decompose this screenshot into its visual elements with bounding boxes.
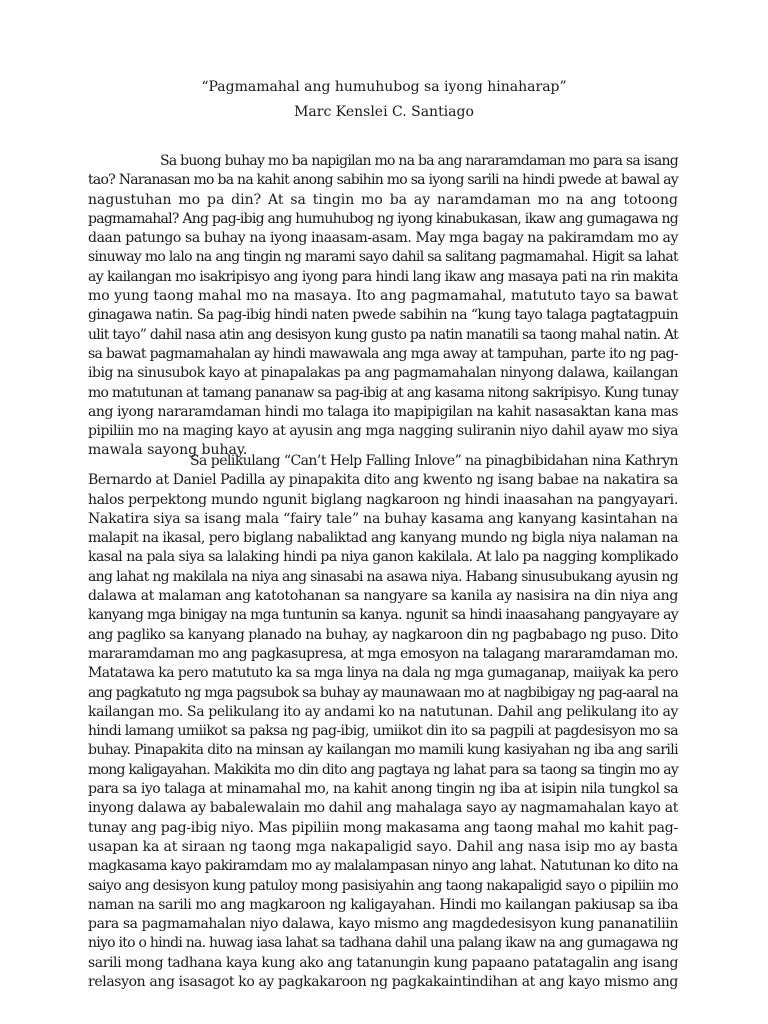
paragraph-line: ang pagkatuto ng mga pagsubok sa buhay ay maunawaan mo at nagbibigay ng pag-aaral na bbox=[88, 684, 679, 701]
paragraph-line: Sa pelikulang “Can’t Help Falling Inlove” na pinagbibidahan nina Kathryn bbox=[190, 453, 678, 469]
paragraph-line: para sa iyo talaga at minamahal mo, na kahit anong tingin ng iba at isipin nila tungkol sa bbox=[88, 781, 678, 798]
paragraph-line: ginagawa natin. Sa pag-ibig hindi naten pwede sabihin na “kung tayo talaga pagtatagpuin bbox=[88, 307, 678, 324]
paragraph-line: relasyon ang isasagot ko ay pagkakaroon ng pagkakaintindihan at ang kayo mismo ang bbox=[88, 974, 678, 991]
paragraph-line: kanyang mga binigay na mga tuntunin sa kanya. ngunit sa hindi inaasahang pangyayare ay bbox=[88, 607, 678, 624]
paragraph-line: kailangan mo. Sa pelikulang ito ay andami ko na natutunan. Dahil ang pelikulang ito ay bbox=[88, 703, 678, 720]
paragraph-line: dalawa at malaman ang katotohanan sa nangyare sa kanila ay nasisira na din niya ang bbox=[88, 588, 678, 605]
paragraph-line: daan patungo sa buhay na iyong inaasam-asam. May mga bagay na pakiramdam mo ay bbox=[88, 230, 678, 247]
paragraph-line: ang pagliko sa kanyang planado na buhay, ay nagkaroon din ng pagbabago ng puso. Dito bbox=[88, 626, 678, 643]
paragraph-line: mong kaligayahan. Makikita mo din dito ang pagtaya ng lahat para sa taong sa tingin mo ay bbox=[88, 761, 678, 778]
paragraph-line: ang lahat ng makilala na niya ang sinasabi na asawa niya. Habang sinusubukang ayusin ng bbox=[88, 568, 678, 585]
paragraph-line: nagustuhan mo pa din? At sa tingin mo ba ay naramdaman mo na ang totoong bbox=[88, 191, 678, 208]
paragraph-line: Nakatira siya sa isang mala “fairy tale” na buhay kasama ang kanyang kasintahan na bbox=[88, 510, 678, 527]
paragraph-line: inyong dalawa ay babalewalain mo dahil ang mahalaga sayo ay nagmamahalan kayo at bbox=[88, 800, 678, 817]
paragraph-line: sa bawat pagmamahalan ay hindi mawawala ang mga away at tampuhan, parte ito ng pag- bbox=[88, 345, 679, 362]
paragraph-line: naman na sarili mo ang magkaroon ng kaligayahan. Hindi mo kailangan pakiusap sa iba bbox=[88, 896, 678, 913]
essay-title: “Pagmamahal ang humuhubog sa iyong hinaharap” bbox=[201, 79, 567, 95]
paragraph-line: magkasama kayo pakiramdam mo ay malalampasan ninyo ang lahat. Natutunan ko dito na bbox=[88, 858, 678, 875]
paragraph-line: mawala sayong buhay. bbox=[88, 442, 248, 459]
paragraph-line: para sa pagmamahalan niyo dalawa, kayo mismo ang magdedesisyon kung pananatiliin bbox=[88, 916, 678, 933]
paragraph-line: saiyo ang desisyon kung patuloy mong pasisiyahin ang taong nakapaligid sayo o pipiliin mo bbox=[88, 877, 678, 894]
paragraph-line: halos perpektong mundo ngunit biglang nagkaroon ng hindi inaasahan na pangyayari. bbox=[88, 491, 678, 508]
paragraph-line: mo yung taong mahal mo na masaya. Ito ang pagmamahal, matututo tayo sa bawat bbox=[88, 288, 678, 305]
paragraph-1 bbox=[88, 152, 678, 461]
paragraph-line: tunay ang pag-ibig niyo. Mas pipiliin mong makasama ang taong mahal mo kahit pag- bbox=[88, 819, 678, 836]
paragraph-line: ulit tayo” dahil nasa atin ang desisyon kung gusto pa natin manatili sa taong mahal natin. At bbox=[88, 326, 678, 343]
paragraph-line: pagmamahal? Ang pag-ibig ang humuhubog ng iyong kinabukasan, ikaw ang gumagawa ng bbox=[88, 210, 678, 227]
paragraph-line: sarili mong tadhana kaya kung ako ang tatanungin kung papaano patatagalin ang isang bbox=[88, 954, 678, 971]
paragraph-line: buhay. Pinapakita dito na minsan ay kailangan mo mamili kung kasiyahan ng iba ang sarili bbox=[88, 742, 678, 759]
paragraph-line: malapit na ikasal, pero biglang nabaliktad ang kanyang mundo ng bigla niya nalaman na bbox=[88, 530, 678, 547]
paragraph-line: Sa buong buhay mo ba napigilan mo na ba ang nararamdaman mo para sa isang bbox=[160, 153, 678, 169]
paragraph-line: mararamdaman mo ang pagkasupresa, at mga emosyon na talagang mararamdaman mo. bbox=[88, 645, 678, 662]
paragraph-line: ay kailangan mo isakripisyo ang iyong para hindi lang ikaw ang masaya pati na rin makita bbox=[88, 268, 678, 285]
paragraph-line: sinuway mo lalo na ang tingin ng marami sayo dahil sa salitang pagmamahal. Higit sa lahat bbox=[88, 249, 678, 266]
paragraph-line: usapan ka at siraan ng taong mga nakapaligid sayo. Dahil ang nasa isip mo ay basta bbox=[88, 838, 678, 855]
paragraph-line: Matatawa ka pero matututo ka sa mga linya na dala ng mga gumaganap, maiiyak ka pero bbox=[88, 665, 678, 682]
paragraph-line: tao? Naranasan mo ba na kahit anong sabihin mo sa iyong sarili na hindi pwede at bawal ay bbox=[88, 172, 678, 189]
paragraph-line: ibig na sinusubok kayo at pinapalakas pa ang pagmamahalan ninyong dalawa, kailangan bbox=[88, 365, 678, 382]
paragraph-2 bbox=[88, 452, 678, 992]
paragraph-line: hindi lamang umiikot sa paksa ng pag-ibig, umiikot din ito sa pagpili at pagdesisyon mo sa bbox=[88, 723, 678, 740]
author-name: Marc Kenslei C. Santiago bbox=[294, 104, 474, 120]
paragraph-line: mo matutunan at tamang pananaw sa pag-ibig at ang kasama nitong sakripisyo. Kung tunay bbox=[88, 384, 678, 401]
paragraph-line: kasal na pala siya sa lalaking hindi pa niya ganon kakilala. At lalo pa nagging komplikado bbox=[88, 549, 678, 566]
paragraph-line: Bernardo at Daniel Padilla ay pinapakita dito ang kwento ng isang babae na nakatira sa bbox=[88, 472, 678, 489]
paragraph-line: pipiliin mo na maging kayo at ayusin ang mga nagging suliranin niyo dahil ayaw mo siya bbox=[88, 423, 678, 440]
paragraph-line: ang iyong nararamdaman hindi mo talaga ito mapipigilan na kahit nasasaktan kana mas bbox=[88, 403, 678, 420]
paragraph-line: niyo ito o hindi na. huwag iasa lahat sa tadhana dahil una palang ikaw na ang gumagawa ng bbox=[88, 935, 678, 952]
